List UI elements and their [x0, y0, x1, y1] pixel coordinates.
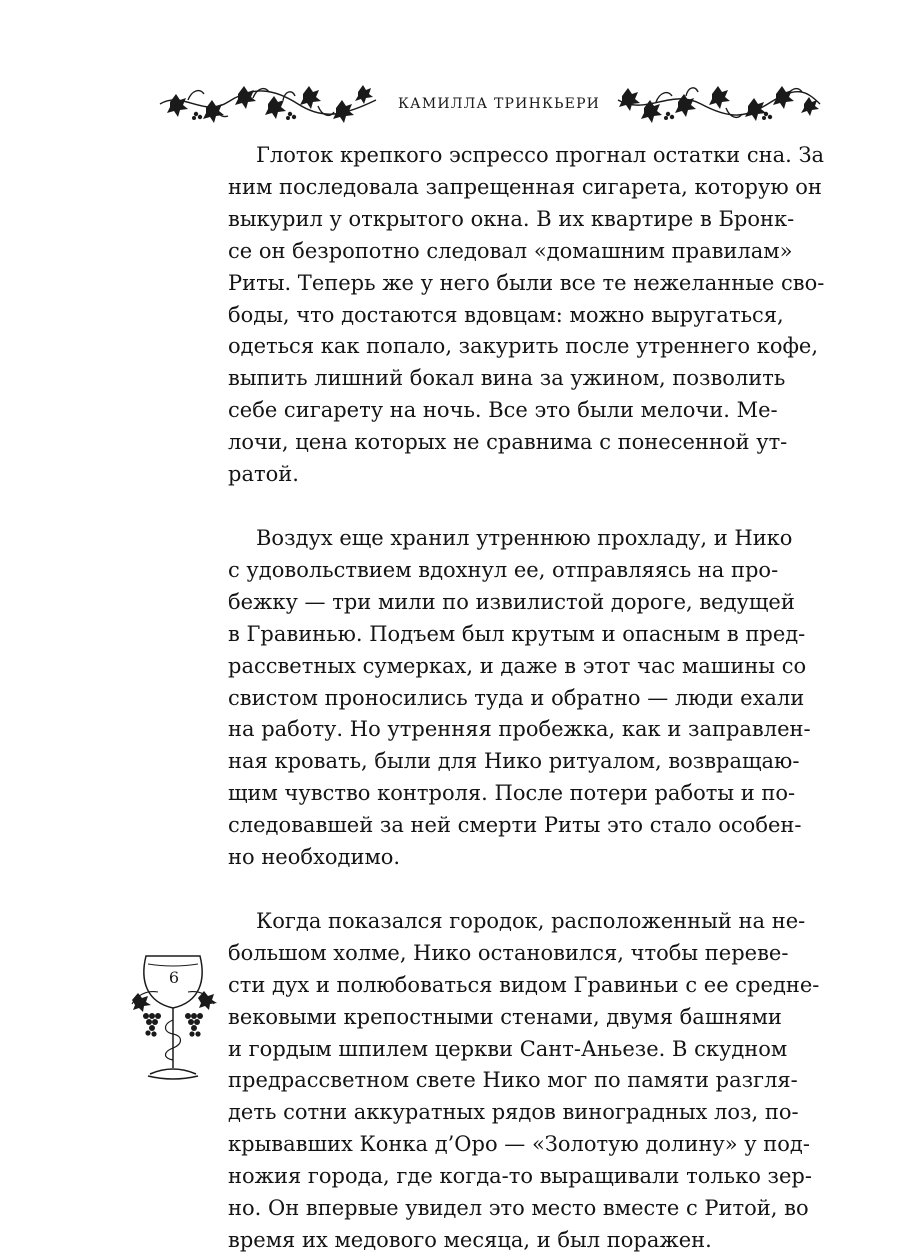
- text-line: большом холме, Нико остановился, чтобы переве-: [228, 940, 789, 965]
- text-line: в Гравинью. Подъем был крутым и опасным в пред-: [228, 621, 806, 646]
- text-line: но необходимо.: [228, 845, 401, 870]
- text-line: щим чувство контроля. После потери работы и по-: [228, 781, 796, 806]
- text-line: следовавшей за ней смерти Риты это стало особен-: [228, 813, 802, 838]
- text-line: вековыми крепостными стенами, двумя башнями: [228, 1004, 782, 1029]
- page-number: 6: [168, 968, 180, 987]
- text-line: Глоток крепкого эспрессо прогнал остатки сна. За: [256, 143, 825, 167]
- paragraph-3: [228, 906, 820, 1257]
- text-line: сти дух и полюбоваться видом Гравиньи с ее средне-: [228, 972, 820, 997]
- text-line: время их медового месяца, и был поражен.: [228, 1228, 712, 1252]
- text-line: бежку — три мили по извилистой дороге, ведущей: [228, 589, 795, 614]
- text-line: предрассветном свете Нико мог по памяти разгля-: [228, 1068, 798, 1093]
- text-line: Риты. Теперь же у него были все те нежеланные сво-: [228, 270, 825, 295]
- text-line: выкурил у открытого окна. В их квартире в Бронк-: [228, 206, 795, 231]
- body-text: [228, 140, 825, 1257]
- text-line: ним последовала запрещенная сигарета, которую он: [228, 174, 822, 199]
- text-line: с удовольствием вдохнул ее, отправляясь на про-: [228, 557, 779, 582]
- text-line: но. Он впервые увидел это место вместе с Ритой, во: [228, 1196, 809, 1221]
- text-line: ная кровать, были для Нико ритуалом, возвращаю-: [228, 749, 800, 774]
- text-line: боды, что достаются вдовцам: можно выругаться,: [228, 302, 784, 327]
- paragraph-1: [228, 140, 825, 491]
- text-line: ратой.: [228, 462, 299, 487]
- text-line: свистом проносились туда и обратно — люди ехали: [228, 685, 805, 710]
- left-vine-ornament-icon: [158, 80, 378, 124]
- text-line: одеться как попало, закурить после утреннего кофе,: [228, 334, 819, 359]
- text-line: ножия города, где когда-то выращивали только зер-: [228, 1164, 812, 1189]
- text-line: себе сигарету на ночь. Все это были мелочи. Ме-: [228, 398, 778, 423]
- right-vine-ornament-icon: [616, 80, 822, 124]
- text-line: Воздух еще хранил утреннюю прохладу, и Нико: [256, 525, 793, 550]
- text-line: се он безропотно следовал «домашним правилам»: [228, 238, 793, 263]
- text-line: на работу. Но утренняя пробежка, как и заправлен-: [228, 717, 811, 742]
- text-line: деть сотни аккуратных рядов виноградных лоз, по-: [228, 1100, 799, 1125]
- text-line: Когда показался городок, расположенный на не-: [256, 908, 806, 933]
- text-line: выпить лишний бокал вина за ужином, позволить: [228, 366, 786, 391]
- running-head: КАМИЛЛА ТРИНКЬЕРИ: [398, 96, 601, 112]
- text-line: лочи, цена которых не сравнима с понесенной ут-: [228, 430, 788, 455]
- text-line: и гордым шпилем церкви Сант-Аньезе. В скудном: [228, 1036, 788, 1061]
- paragraph-2: [228, 523, 811, 874]
- text-line: рассветных сумерках, и даже в этот час машины со: [228, 653, 807, 678]
- text-line: крывавших Конка д’Оро — «Золотую долину» у под-: [228, 1132, 810, 1157]
